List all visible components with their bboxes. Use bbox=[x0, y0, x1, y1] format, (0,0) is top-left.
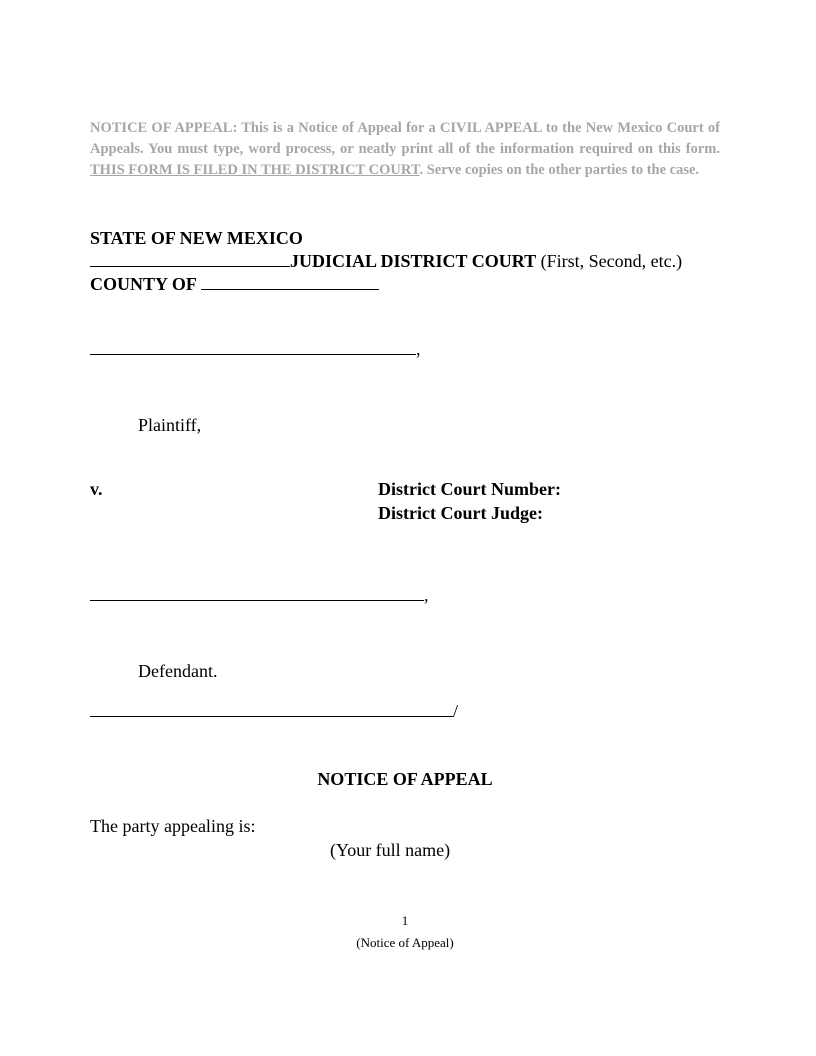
defendant-comma: , bbox=[424, 585, 429, 605]
district-court-number-label: District Court Number: bbox=[378, 479, 561, 499]
judicial-district-blank[interactable] bbox=[90, 252, 290, 267]
footer-doc-name: (Notice of Appeal) bbox=[356, 935, 454, 950]
district-court-judge-label: District Court Judge: bbox=[378, 503, 543, 523]
plaintiff-name-blank[interactable] bbox=[90, 340, 416, 355]
judicial-district-row bbox=[90, 250, 682, 273]
instructions-lead: NOTICE OF APPEAL: This is a Notice of Appeal for a CIVIL APPEAL to the New Mexico Court of Appeals. You must type, word process, or neatly print all of the information required on this form. bbox=[90, 120, 720, 157]
defendant-label: Defendant. bbox=[138, 661, 218, 681]
caption-closing-slash: / bbox=[453, 701, 459, 721]
instructions-paragraph bbox=[90, 118, 720, 181]
instructions-filed-in-district-court: THIS FORM IS FILED IN THE DISTRICT COURT bbox=[90, 162, 420, 178]
judicial-district-label: JUDICIAL DISTRICT COURT bbox=[290, 251, 537, 271]
defendant-name-row bbox=[90, 584, 429, 607]
plaintiff-label: Plaintiff, bbox=[138, 415, 202, 435]
instructions-tail: . Serve copies on the other parties to the case. bbox=[419, 162, 700, 178]
caption-closing-row bbox=[90, 700, 458, 723]
party-appealing-label: The party appealing is: bbox=[90, 816, 256, 836]
party-appealing-hint: (Your full name) bbox=[330, 840, 451, 860]
plaintiff-comma: , bbox=[416, 339, 421, 359]
county-blank[interactable] bbox=[201, 275, 379, 290]
page-number: 1 bbox=[401, 913, 409, 928]
notice-of-appeal-title: NOTICE OF APPEAL bbox=[317, 769, 493, 789]
plaintiff-name-row bbox=[90, 338, 421, 361]
versus-label: v. bbox=[90, 479, 103, 499]
defendant-name-blank[interactable] bbox=[90, 586, 424, 601]
state-heading: STATE OF NEW MEXICO bbox=[90, 228, 303, 248]
county-row bbox=[90, 273, 379, 296]
judicial-district-hint: (First, Second, etc.) bbox=[540, 251, 683, 271]
county-label: COUNTY OF bbox=[90, 274, 197, 294]
caption-closing-line bbox=[90, 702, 453, 717]
